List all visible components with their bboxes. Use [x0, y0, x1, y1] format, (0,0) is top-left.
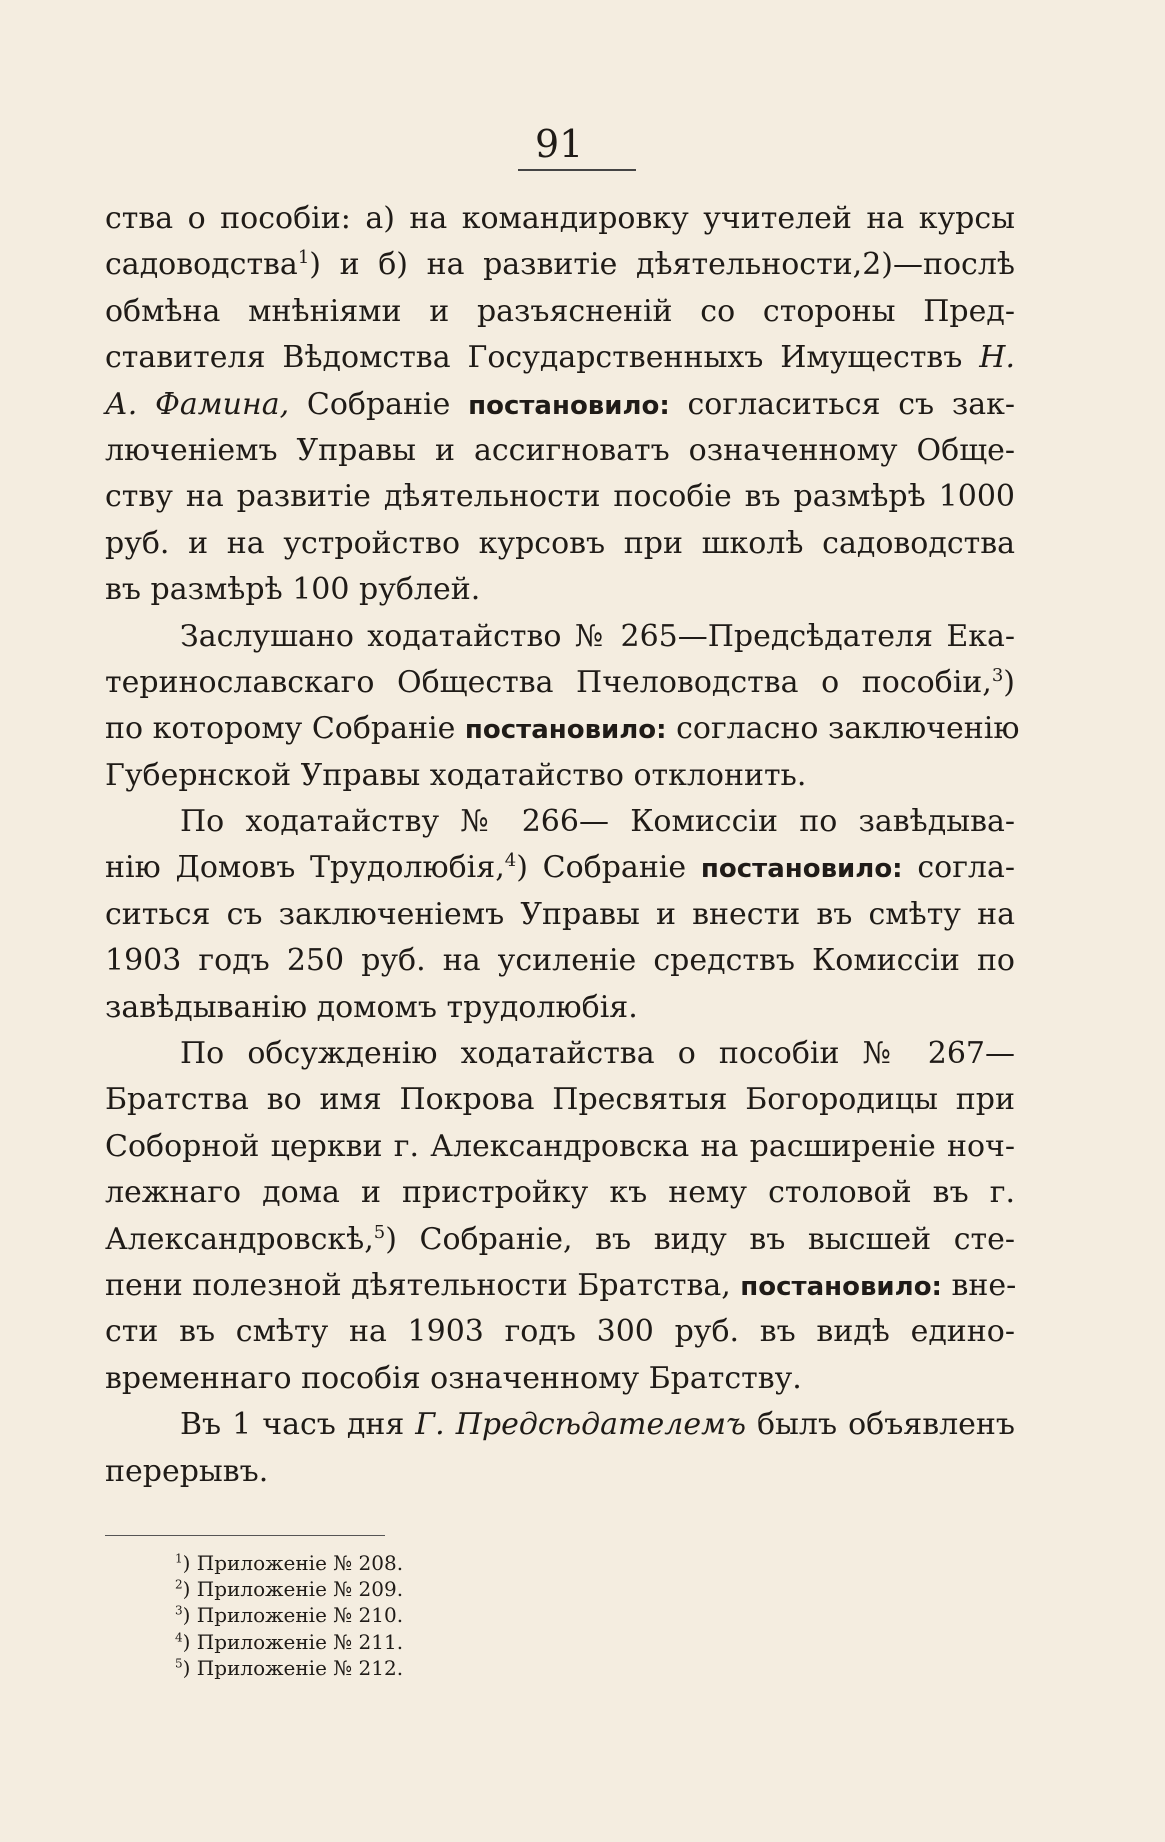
footnote [175, 1655, 403, 1681]
footnote [175, 1602, 403, 1628]
text-line [105, 660, 1015, 706]
text-line [105, 1124, 1015, 1170]
text-run: люченіемъ Управы и ассигноватъ означенному Обще- [105, 432, 1015, 468]
text-line [105, 428, 1015, 474]
text-line [105, 335, 1015, 381]
footnote-mark: 5 [175, 1656, 183, 1671]
footnote-text: ) Приложеніе № 209. [182, 1577, 404, 1602]
text-run: 1903 годъ 250 руб. на усиленіе средствъ Комиссіи по [105, 943, 1015, 979]
text-run: по которому Собраніе [105, 711, 465, 747]
text-run: согла- [902, 850, 1015, 886]
text-run: пени полезной дѣятельности Братства, [105, 1267, 741, 1303]
text-run: нію Домовъ Трудолюбія, [105, 850, 505, 886]
footnote-rule [105, 1535, 385, 1536]
text-run: обмѣна мнѣніями и разъясненій со стороны Пред- [105, 293, 1015, 329]
text-line [105, 1217, 1015, 1263]
text-run: Губернской Управы ходатайство отклонить. [105, 757, 807, 793]
footnote-mark: 4 [175, 1629, 183, 1644]
text-line [105, 706, 1020, 752]
text-line [105, 1263, 1015, 1309]
text-line [105, 474, 1015, 520]
text-line [105, 614, 1015, 660]
footnote-ref: 5 [373, 1221, 386, 1243]
footnote-text: ) Приложеніе № 210. [182, 1603, 404, 1628]
text-line [105, 753, 1015, 799]
footnote [175, 1629, 403, 1655]
footnote-ref: 3 [991, 664, 1004, 686]
paragraph [105, 1402, 1015, 1495]
text-line [105, 1449, 1015, 1495]
page-number: 91 [535, 122, 584, 166]
text-line [105, 1077, 1015, 1123]
text-run: Въ 1 часъ дня [180, 1407, 416, 1443]
footnote [175, 1576, 403, 1602]
footnote-text: ) Приложеніе № 211. [182, 1629, 404, 1654]
footnote-ref: 4 [504, 850, 517, 872]
text-line [105, 1309, 1015, 1355]
text-run: въ размѣрѣ 100 рублей. [105, 572, 481, 608]
text-run: перерывъ. [105, 1453, 269, 1489]
text-run: ) Собраніе, въ виду въ высшей сте- [385, 1221, 1015, 1257]
text-run: Н. [979, 340, 1015, 376]
text-run: ства о пособіи: а) на командировку учителей на курсы [105, 201, 1015, 236]
text-run: А. Фамина, [105, 386, 290, 422]
text-line [105, 1031, 1015, 1077]
text-run: вне- [941, 1267, 1017, 1303]
text-run: согласиться съ зак- [669, 386, 1015, 422]
footnote-text: ) Приложеніе № 208. [182, 1551, 404, 1575]
text-run: Братства во имя Покрова Пресвятыя Богородицы при [105, 1082, 1015, 1118]
footnote-mark: 2 [175, 1577, 183, 1592]
text-run: былъ объявленъ [745, 1407, 1015, 1443]
text-run: теринославскаго Общества Пчеловодства о пособіи, [105, 664, 992, 700]
text-run: ) и б) на развитіе дѣятельности,2)—послѣ [309, 247, 1015, 283]
text-line [105, 799, 1015, 845]
text-line [105, 196, 1015, 242]
text-line [105, 845, 1015, 891]
text-run: Заслушано ходатайство № 265—Предсѣдателя Ека- [180, 618, 1015, 654]
header-rule [518, 169, 636, 171]
text-run: ) [1003, 664, 1015, 700]
resolution-keyword: постановило: [468, 390, 670, 421]
text-line [105, 567, 1015, 613]
text-line [105, 242, 1015, 288]
footnote-mark: 1 [175, 1551, 183, 1566]
text-run: лежнаго дома и пристройку къ нему столовой въ г. [105, 1175, 1015, 1211]
footnote-mark: 3 [175, 1603, 183, 1618]
resolution-keyword: постановило: [740, 1271, 942, 1302]
text-line [105, 938, 1015, 984]
text-run: завѣдыванію домомъ трудолюбія. [105, 989, 638, 1025]
text-run: сти въ смѣту на 1903 годъ 300 руб. въ видѣ едино- [105, 1314, 1015, 1350]
resolution-keyword: постановило: [700, 854, 903, 885]
text-line [105, 382, 1015, 428]
text-run: ) Собраніе [516, 850, 701, 886]
text-run: ставителя Вѣдомства Государственныхъ Имуществъ [105, 340, 980, 376]
text-line [105, 892, 1015, 938]
text-line [105, 1402, 1015, 1448]
footnote-ref: 1 [297, 247, 310, 269]
paragraph [105, 614, 1020, 800]
paragraph [105, 799, 1015, 1031]
text-run: Г. Предсѣдателемъ [415, 1407, 746, 1443]
text-line [105, 1356, 1015, 1402]
text-run: По ходатайству № 266— Комиссіи по завѣдыва- [180, 804, 1015, 840]
text-run: согласно заключенію [666, 711, 1020, 747]
text-run: временнаго пособія означенному Братству. [105, 1360, 802, 1396]
text-line [105, 1170, 1015, 1216]
text-run: Соборной церкви г. Александровска на расширеніе ноч- [105, 1128, 1015, 1164]
text-line [105, 289, 1015, 335]
text-line [105, 985, 1015, 1031]
text-line [105, 521, 1015, 567]
text-run: ситься съ заключеніемъ Управы и внести въ смѣту на [105, 896, 1015, 932]
text-run: Собраніе [289, 386, 469, 422]
paragraph [105, 196, 1015, 614]
text-run: Александровскѣ, [105, 1221, 374, 1257]
footnote-text: ) Приложеніе № 212. [182, 1655, 404, 1680]
text-run: По обсужденію ходатайства о пособіи № 267— [180, 1036, 1015, 1072]
text-run: руб. и на устройство курсовъ при школѣ садоводства [105, 525, 1015, 561]
footnotes [175, 1550, 403, 1681]
body-text [105, 196, 1020, 1495]
text-run: ству на развитіе дѣятельности пособіе въ размѣрѣ 1000 [105, 479, 1015, 515]
resolution-keyword: постановило: [464, 715, 667, 746]
paragraph [105, 1031, 1015, 1402]
footnote [175, 1550, 403, 1576]
text-run: садоводства [105, 247, 298, 283]
